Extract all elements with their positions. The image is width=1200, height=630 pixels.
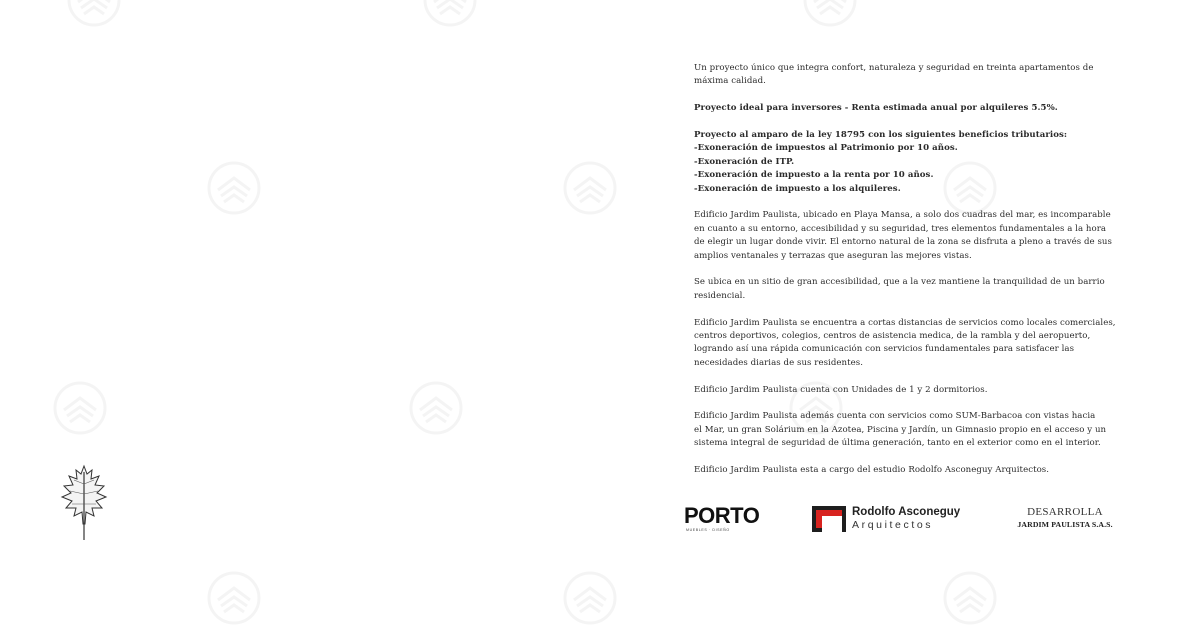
text-line: el Mar, un gran Solárium en la Azotea, Piscina y Jardín, un Gimnasio propio en el acceso y un: [694, 424, 1107, 435]
watermark-icon: [422, 0, 478, 28]
text-line: Edificio Jardim Paulista, ubicado en Playa Mansa, a solo dos cuadras del mar, es incomparable: [694, 210, 1111, 221]
text-line: Edificio Jardim Paulista además cuenta con servicios como SUM-Barbacoa con vistas hacia: [694, 411, 1096, 422]
porto-logo: [684, 503, 760, 535]
text-line: residencial.: [694, 290, 746, 301]
watermark-icon: [66, 0, 122, 28]
text-line: Edificio Jardim Paulista cuenta con Unidades de 1 y 2 dormitorios.: [694, 384, 988, 395]
access-paragraph: [694, 276, 1124, 303]
developer-label: DESARROLLA: [1027, 506, 1103, 518]
watermark-icon: [802, 0, 858, 28]
investor-highlight: [694, 102, 1124, 115]
developer-logo: [1009, 505, 1121, 535]
services-paragraph: [694, 317, 1124, 371]
watermark-icon: [562, 570, 618, 626]
text-line: en cuanto a su entorno, accesibilidad y su seguridad, tres elementos fundamentales a la hora: [694, 223, 1107, 234]
amenities-paragraph: [694, 410, 1124, 450]
developer-company: JARDIM PAULISTA S.A.S.: [1017, 520, 1113, 529]
text-line: de elegir un lugar donde vivir. El entorno natural de la zona se disfruta a pleno a través de sus: [694, 237, 1112, 248]
logo-strip: [684, 500, 1124, 540]
text-line: sistema integral de seguridad de última generación, tanto en el exterior como en el interior.: [694, 438, 1101, 449]
text-line: -Exoneración de impuesto a la renta por 10 años.: [694, 170, 934, 181]
text-line: -Exoneración de impuesto a los alquileres.: [694, 183, 901, 194]
text-line: Un proyecto único que integra confort, naturaleza y seguridad en treinta apartamentos de: [694, 63, 1094, 73]
text-line: centros deportivos, colegios, centros de asistencia medica, de la rambla y del aeropuerto,: [694, 331, 1091, 342]
porto-wordmark: PORTO: [684, 503, 760, 528]
project-description: [694, 62, 1124, 491]
watermark-icon: [206, 160, 262, 216]
text-line: logrando así una rápida comunicación con servicios fundamentales para satisfacer las: [694, 344, 1075, 355]
watermark-icon: [562, 160, 618, 216]
text-line: máxima calidad.: [694, 76, 766, 87]
location-paragraph: [694, 209, 1124, 263]
porto-tagline: MUEBLES · DISEÑO: [686, 528, 730, 532]
text-line: amplios ventanales y terrazas que aseguran las mejores vistas.: [694, 250, 972, 261]
text-line: necesidades diarias de sus residentes.: [694, 357, 863, 368]
units-paragraph: [694, 384, 1124, 397]
architect-subtitle: Arquitectos: [852, 519, 934, 531]
text-line: Proyecto ideal para inversores - Renta estimada anual por alquileres 5.5%.: [694, 103, 1058, 114]
text-line: -Exoneración de ITP.: [694, 156, 795, 167]
intro-paragraph: [694, 62, 1124, 89]
watermark-icon: [206, 570, 262, 626]
architect-paragraph: [694, 464, 1124, 477]
architect-logo: [812, 506, 992, 536]
text-line: -Exoneración de impuestos al Patrimonio por 10 años.: [694, 143, 958, 154]
oak-leaf-icon: [56, 464, 112, 542]
architect-name: Rodolfo Asconeguy: [852, 506, 961, 518]
text-line: Proyecto al amparo de la ley 18795 con los siguientes beneficios tributarios:: [694, 130, 1068, 140]
watermark-icon: [408, 380, 464, 436]
text-line: Se ubica en un sitio de gran accesibilidad, que a la vez mantiene la tranquilidad de un barrio: [694, 277, 1105, 288]
text-line: Edificio Jardim Paulista se encuentra a cortas distancias de servicios como locales comerciales,: [694, 317, 1116, 328]
architect-mark-icon: [812, 506, 846, 532]
watermark-icon: [52, 380, 108, 436]
tax-benefits-list: [694, 129, 1124, 196]
text-line: Edificio Jardim Paulista esta a cargo del estudio Rodolfo Asconeguy Arquitectos.: [694, 465, 1050, 476]
watermark-icon: [942, 570, 998, 626]
